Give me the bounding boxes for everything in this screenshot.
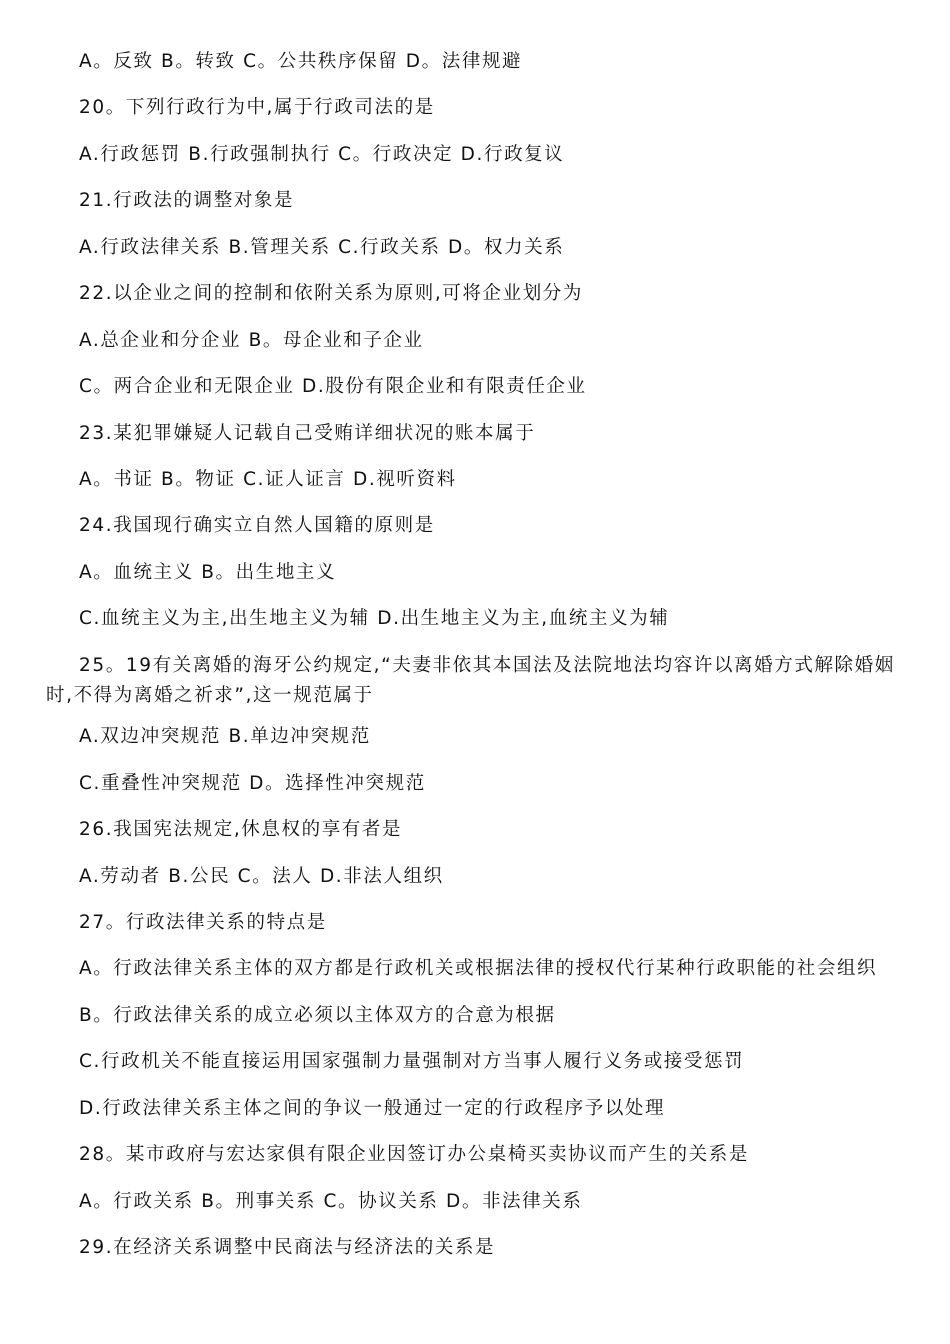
q25-options-cd: C.重叠性冲突规范 D。选择性冲突规范 xyxy=(79,773,426,794)
q27-option-c: C.行政机关不能直接运用国家强制力量强制对方当事人履行义务或接受惩罚 xyxy=(79,1051,745,1072)
q21-question: 21.行政法的调整对象是 xyxy=(79,190,295,211)
q23-question: 23.某犯罪嫌疑人记载自己受贿详细状况的账本属于 xyxy=(79,423,536,444)
q23-options: A。书证 B。物证 C.证人证言 D.视听资料 xyxy=(79,469,457,490)
q25-options-ab: A.双边冲突规范 B.单边冲突规范 xyxy=(79,726,371,747)
q27-option-b: B。行政法律关系的成立必须以主体双方的合意为根据 xyxy=(79,1005,556,1026)
q19-options: A。反致 B。转致 C。公共秩序保留 D。法律规避 xyxy=(79,51,523,72)
q26-question: 26.我国宪法规定,休息权的享有者是 xyxy=(79,819,403,840)
q20-question: 20。下列行政行为中,属于行政司法的是 xyxy=(79,97,435,118)
q21-options: A.行政法律关系 B.管理关系 C.行政关系 D。权力关系 xyxy=(79,237,565,258)
q29-question: 29.在经济关系调整中民商法与经济法的关系是 xyxy=(79,1237,496,1258)
q27-option-d: D.行政法律关系主体之间的争议一般通过一定的行政程序予以处理 xyxy=(79,1098,666,1119)
q22-question: 22.以企业之间的控制和依附关系为原则,可将企业划分为 xyxy=(79,283,584,304)
q26-options: A.劳动者 B.公民 C。法人 D.非法人组织 xyxy=(79,866,444,887)
q28-question: 28。某市政府与宏达家俱有限企业因签订办公桌椅买卖协议而产生的关系是 xyxy=(79,1144,749,1165)
q25-question: 25。19有关离婚的海牙公约规定,“夫妻非依其本国法及法院地法均容许以离婚方式解除婚姻时,不得为离婚之祈求”,这一规范属于 xyxy=(46,655,895,706)
q28-options: A。行政关系 B。刑事关系 C。协议关系 D。非法律关系 xyxy=(79,1191,583,1212)
q27-question: 27。行政法律关系的特点是 xyxy=(79,912,327,933)
q22-options-ab: A.总企业和分企业 B。母企业和子企业 xyxy=(79,330,424,351)
q24-question: 24.我国现行确实立自然人国籍的原则是 xyxy=(79,515,435,536)
q24-options-ab: A。血统主义 B。出生地主义 xyxy=(79,562,337,583)
q22-options-cd: C。两合企业和无限企业 D.股份有限企业和有限责任企业 xyxy=(79,376,587,397)
q27-option-a: A。行政法律关系主体的双方都是行政机关或根据法律的授权代行某种行政职能的社会组织 xyxy=(79,958,878,979)
q20-options: A.行政惩罚 B.行政强制执行 C。行政决定 D.行政复议 xyxy=(79,144,565,165)
q24-options-cd: C.血统主义为主,出生地主义为辅 D.出生地主义为主,血统主义为辅 xyxy=(79,608,670,629)
